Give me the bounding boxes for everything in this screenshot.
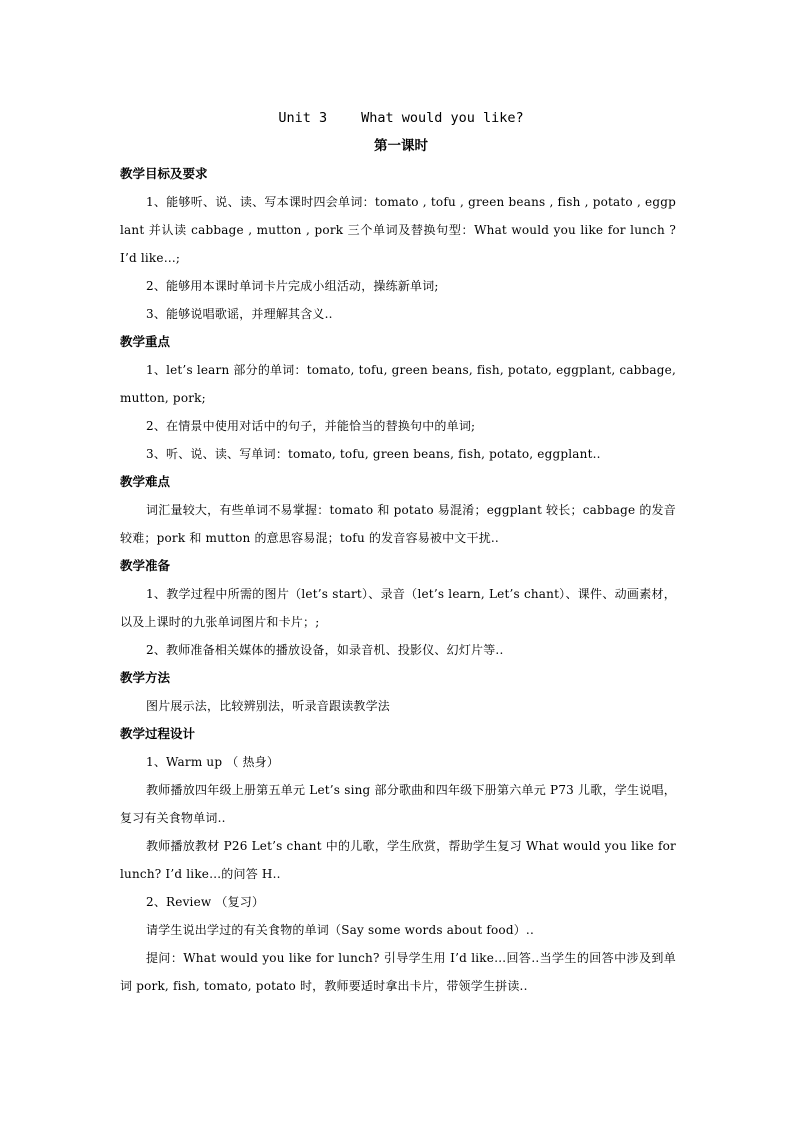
paragraph: 3、能够说唱歌谣，并理解其含义.. [146,307,333,321]
section-heading: 教学重点 [120,334,171,349]
section-heading: 教学过程设计 [120,726,196,741]
section-difficulties [120,468,676,552]
paragraph: 图片展示法，比较辨别法，听录音跟读教学法 [146,699,391,713]
section-heading: 教学目标及要求 [120,166,208,181]
section-process [120,720,676,1000]
paragraph: 教师播放教材 P26 Let’s chant 中的儿歌，学生欣赏，帮助学生复习 What would you like for lunch? I’d like…的问答 H.. [120,839,676,881]
paragraph: 2、Review （复习） [146,895,265,909]
paragraph: 3、听、说、读、写单词：tomato, tofu, green beans, fish, potato, eggplant.. [146,447,601,461]
paragraph: 提问：What would you like for lunch? 引导学生用 I’d like…回答..当学生的回答中涉及到单词 pork, fish, tomato, potato 时，教师要适时拿出卡片，带领学生拼读.. [120,951,676,993]
title-text: What would you like? [361,110,524,126]
paragraph: 教师播放四年级上册第五单元 Let’s sing 部分歌曲和四年级下册第六单元 P73 儿歌，学生说唱，复习有关食物单词.. [120,783,676,825]
paragraph: 2、能够用本课时单词卡片完成小组活动，操练新单词; [146,279,439,293]
section-heading: 教学准备 [120,558,171,573]
lesson-subtitle: 第一课时 [374,138,428,154]
paragraph: 1、能够听、说、读、写本课时四会单词：tomato , tofu , green beans , fish , potato , eggplant 并认读 cabbage , mutton , pork 三个单词及替换句型：What would you like for lunch ? I’d like…; [120,195,676,265]
paragraph: 1、Warm up （ 热身） [146,755,280,769]
paragraph: 1、let’s learn 部分的单词：tomato, tofu, green beans, fish, potato, eggplant, cabbage, mutton, pork; [120,363,676,405]
title-unit: Unit 3 [278,110,328,126]
paragraph: 请学生说出学过的有关食物的单词（Say some words about food）.. [146,923,534,937]
section-preparation [120,552,676,664]
section-heading: 教学方法 [120,670,171,685]
section-key-points [120,328,676,468]
document-page [120,104,676,1000]
section-methods [120,664,676,720]
paragraph: 1、教学过程中所需的图片（let’s start）、录音（let’s learn, Let’s chant）、课件、动画素材，以及上课时的九张单词图片和卡片；; [120,587,676,629]
section-goals [120,160,676,328]
section-heading: 教学难点 [120,474,171,489]
paragraph: 2、教师准备相关媒体的播放设备，如录音机、投影仪、幻灯片等.. [146,643,504,657]
document-title [126,104,676,132]
paragraph: 词汇量较大，有些单词不易掌握：tomato 和 potato 易混淆；eggplant 较长；cabbage 的发音较难；pork 和 mutton 的意思容易混；tofu 的发音容易被中文干扰.. [120,503,676,545]
paragraph: 2、在情景中使用对话中的句子，并能恰当的替换句中的单词; [146,419,476,433]
